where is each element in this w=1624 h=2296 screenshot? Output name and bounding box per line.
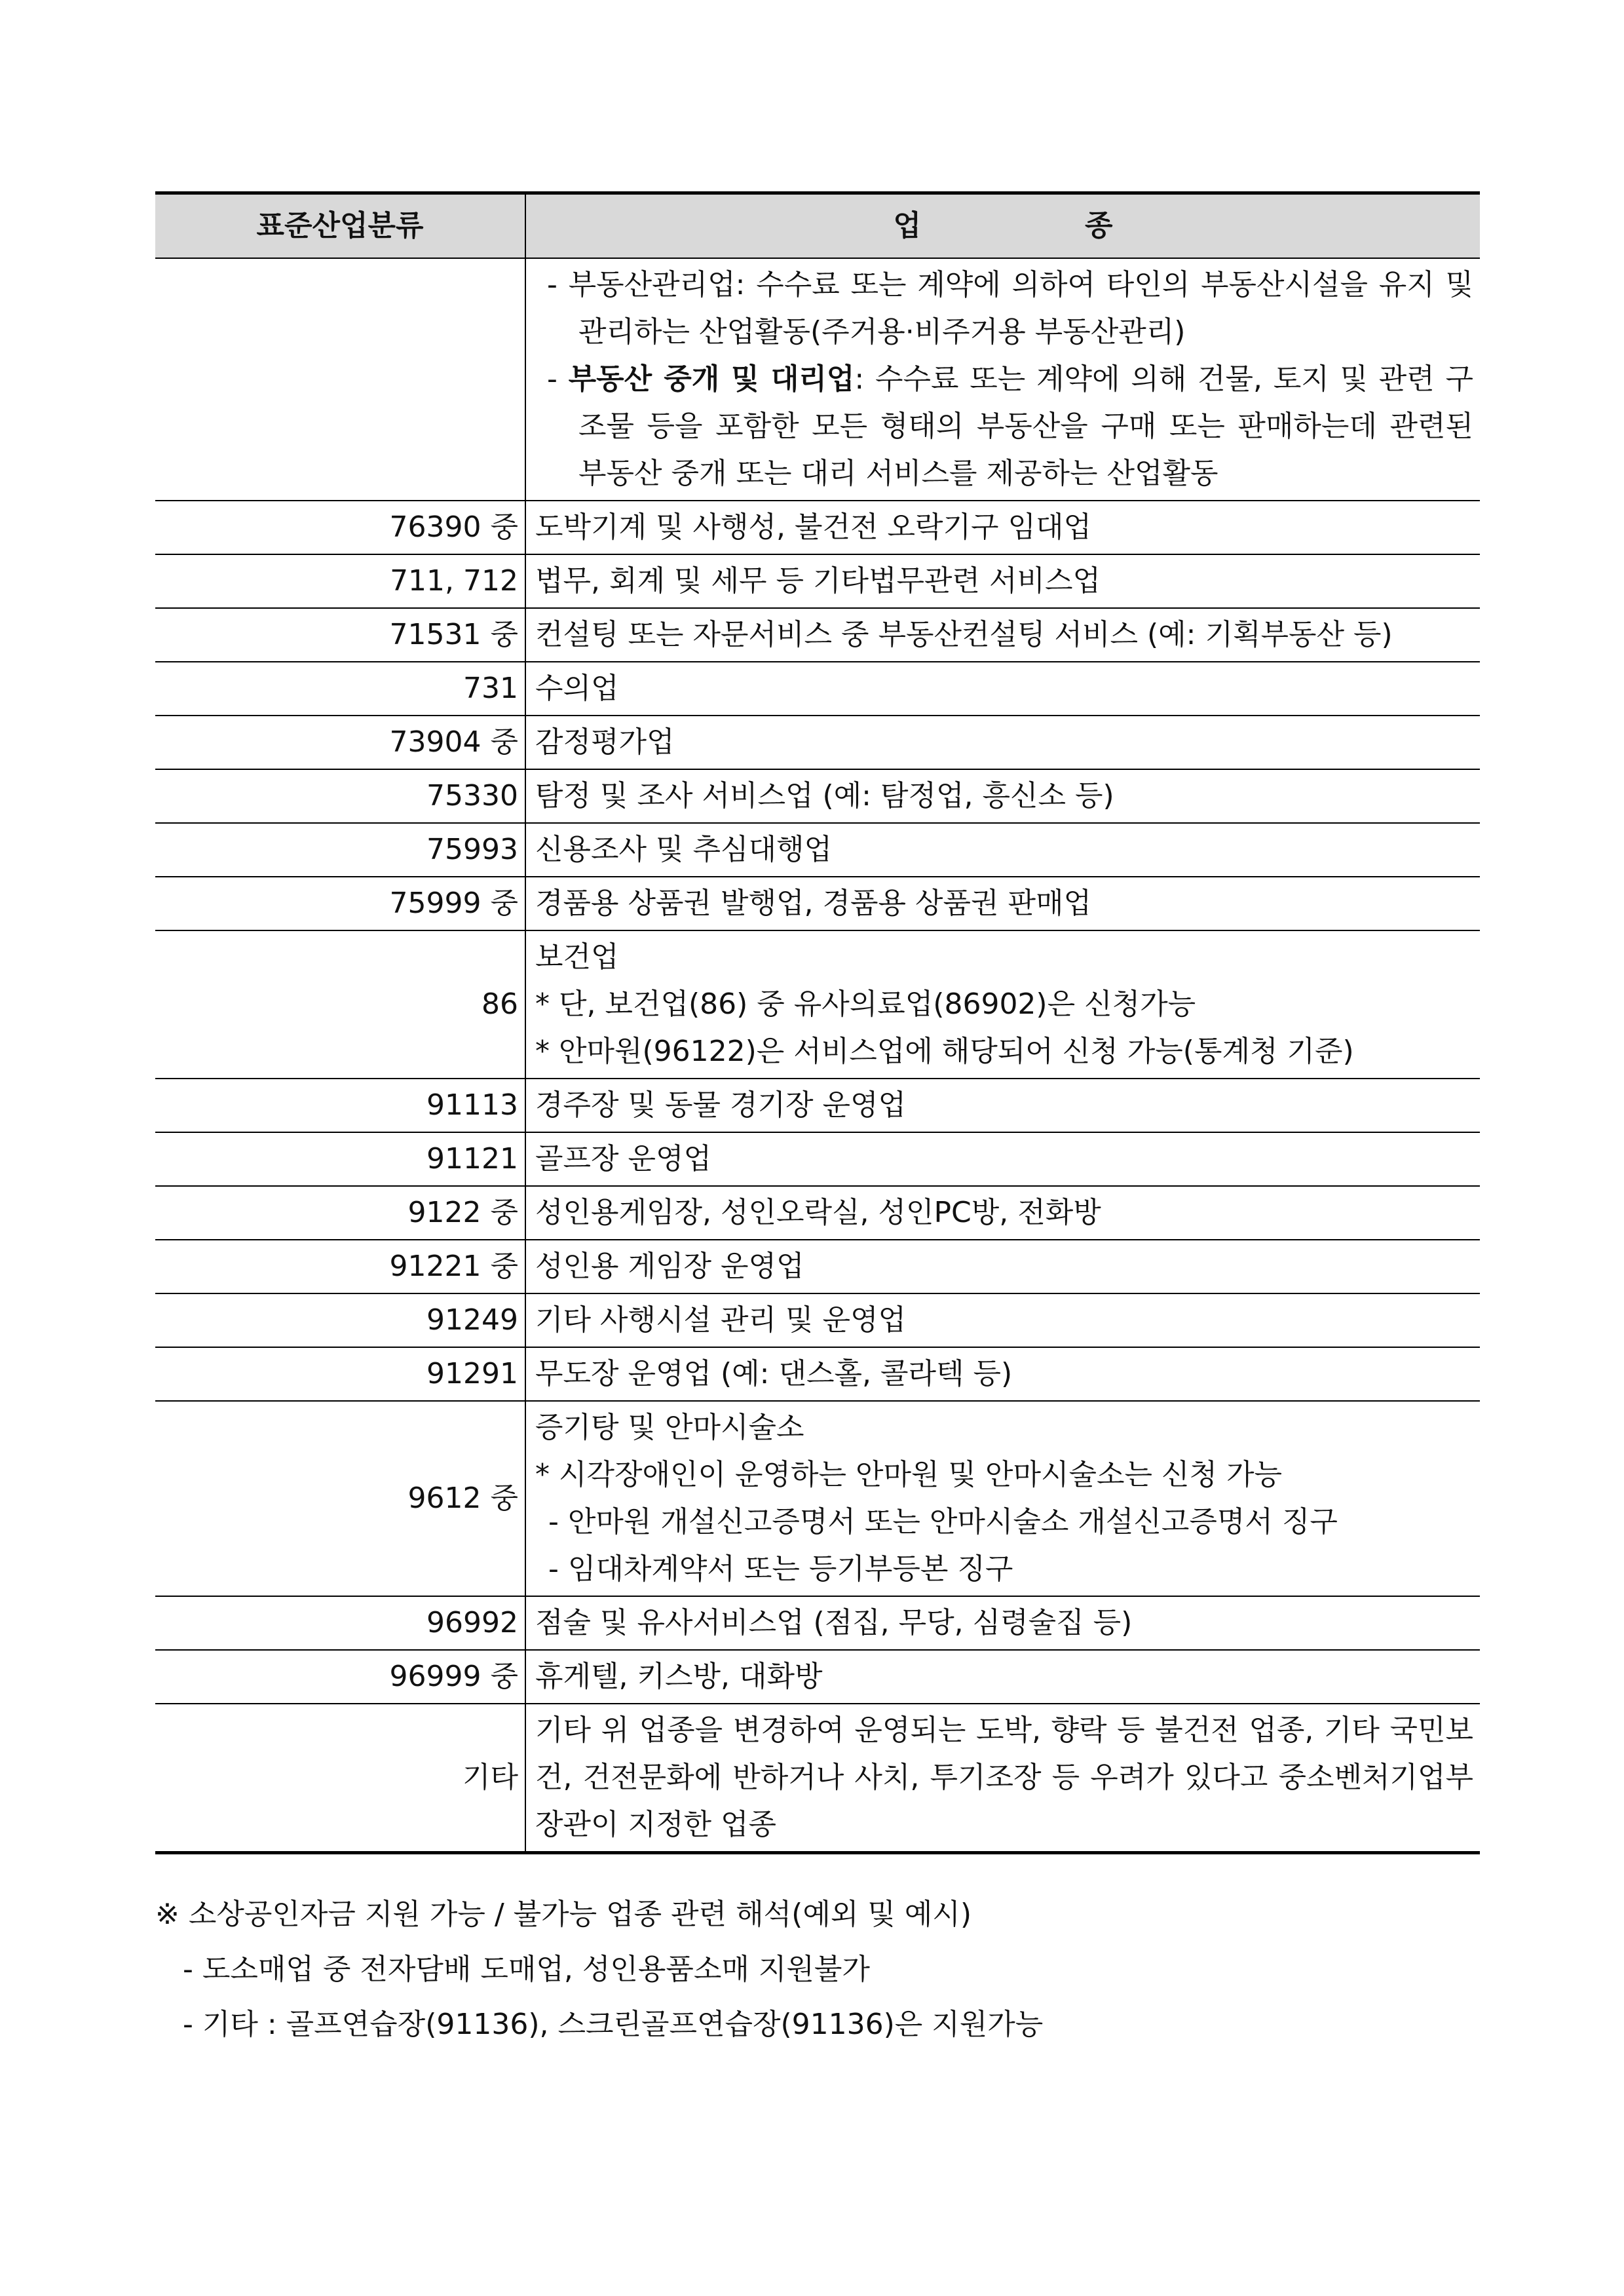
header-business-type: [525, 193, 1480, 259]
table-row: [155, 877, 1480, 930]
row-description: 무도장 운영업 (예: 댄스홀, 콜라텍 등): [525, 1347, 1480, 1401]
table-row: [155, 1596, 1480, 1650]
notes-item: - 기타 : 골프연습장(91136), 스크린골프연습장(91136)은 지원가능: [183, 2008, 1044, 2041]
row-description: 탐정 및 조사 서비스업 (예: 탐정업, 흥신소 등): [525, 769, 1480, 823]
row-code: 91113: [155, 1079, 525, 1132]
table-row: [155, 258, 1480, 501]
table-row: [155, 1186, 1480, 1240]
row-code: 75993: [155, 823, 525, 877]
table-row: [155, 608, 1480, 662]
header-business-type-part1: 업: [893, 209, 921, 242]
row-description: 신용조사 및 추심대행업: [525, 823, 1480, 877]
row-code: 86: [155, 930, 525, 1079]
row-description: 점술 및 유사서비스업 (점집, 무당, 심령술집 등): [525, 1596, 1480, 1650]
row-line: * 시각장애인이 운영하는 안마원 및 안마시술소는 신청 가능: [535, 1458, 1282, 1491]
row-code: 91291: [155, 1347, 525, 1401]
row-code: 731: [155, 662, 525, 716]
row-description: 성인용 게임장 운영업: [525, 1240, 1480, 1293]
table-row: [155, 1650, 1480, 1704]
row-line: 보건업: [535, 940, 619, 974]
row-code: 711, 712: [155, 554, 525, 608]
row-code: 76390 중: [155, 501, 525, 554]
bullet-bold-term: 부동산 중개 및 대리업: [568, 362, 855, 396]
header-business-type-part2: 종: [1085, 209, 1113, 242]
row-subline: - 안마원 개설신고증명서 또는 안마시술소 개설신고증명서 징구: [548, 1505, 1338, 1539]
row-description: 법무, 회계 및 세무 등 기타법무관련 서비스업: [525, 554, 1480, 608]
row-description: 도박기계 및 사행성, 불건전 오락기구 임대업: [525, 501, 1480, 554]
row-line: 증기탕 및 안마시술소: [535, 1411, 804, 1444]
row-description: 수의업: [525, 662, 1480, 716]
row-description: 경품용 상품권 발행업, 경품용 상품권 판매업: [525, 877, 1480, 930]
row-code: 96999 중: [155, 1650, 525, 1704]
header-industry-code: 표준산업분류: [155, 193, 525, 259]
row-code: 71531 중: [155, 608, 525, 662]
row-description: 경주장 및 동물 경기장 운영업: [525, 1079, 1480, 1132]
table-row: [155, 1079, 1480, 1132]
bullet-prefix: -: [547, 362, 569, 396]
table-row: [155, 1347, 1480, 1401]
row-description: 감정평가업: [525, 716, 1480, 769]
industry-table: [155, 191, 1480, 1854]
bullet-real-estate-brokerage: [535, 356, 1473, 497]
row-code: 73904 중: [155, 716, 525, 769]
row-code: 75330: [155, 769, 525, 823]
row-code: 9122 중: [155, 1186, 525, 1240]
table-row: [155, 716, 1480, 769]
table-row: [155, 1240, 1480, 1293]
notes-title: ※ 소상공인자금 지원 가능 / 불가능 업종 관련 해석(예외 및 예시): [155, 1898, 972, 1931]
table-row: [155, 1401, 1480, 1596]
row-code: 91221 중: [155, 1240, 525, 1293]
row-description: [525, 258, 1480, 501]
row-line: * 안마원(96122)은 서비스업에 해당되어 신청 가능(통계청 기준): [535, 1035, 1354, 1068]
table-row: [155, 662, 1480, 716]
row-code: 기타: [155, 1704, 525, 1853]
bullet-text: : 수수료 또는 계약에 의해 건물, 토지 및 관련 구조물 등을 포함한 모든 형태의 부동산을 구매 또는 판매하는데 관련된 부동산 중개 또는 대리 서비스를 제공하는 산업활동: [578, 362, 1473, 490]
table-row: [155, 1293, 1480, 1347]
notes-item: - 도소매업 중 전자담배 도매업, 성인용품소매 지원불가: [183, 1953, 870, 1986]
row-code: 91121: [155, 1132, 525, 1186]
row-code: 75999 중: [155, 877, 525, 930]
row-description: 골프장 운영업: [525, 1132, 1480, 1186]
table-row: [155, 501, 1480, 554]
row-line: * 단, 보건업(86) 중 유사의료업(86902)은 신청가능: [535, 987, 1196, 1021]
table-row: [155, 1132, 1480, 1186]
table-row: [155, 1704, 1480, 1853]
table-row: [155, 930, 1480, 1079]
row-description: 휴게텔, 키스방, 대화방: [525, 1650, 1480, 1704]
row-description: [525, 1401, 1480, 1596]
row-code: 96992: [155, 1596, 525, 1650]
row-description: 기타 위 업종을 변경하여 운영되는 도박, 향락 등 불건전 업종, 기타 국민보건, 건전문화에 반하거나 사치, 투기조장 등 우려가 있다고 중소벤처기업부 장관이 지정한 업종: [525, 1704, 1480, 1853]
table-row: [155, 769, 1480, 823]
row-description: [525, 930, 1480, 1079]
row-code: [155, 258, 525, 501]
row-description: 기타 사행시설 관리 및 운영업: [525, 1293, 1480, 1347]
bullet-real-estate-management: - 부동산관리업: 수수료 또는 계약에 의하여 타인의 부동산시설을 유지 및 관리하는 산업활동(주거용·비주거용 부동산관리): [547, 268, 1473, 349]
row-code: 9612 중: [155, 1401, 525, 1596]
notes-section: [155, 1887, 1480, 2052]
table-row: [155, 554, 1480, 608]
table-row: [155, 823, 1480, 877]
row-description: 컨설팅 또는 자문서비스 중 부동산컨설팅 서비스 (예: 기획부동산 등): [525, 608, 1480, 662]
row-subline: - 임대차계약서 또는 등기부등본 징구: [548, 1552, 1013, 1586]
table-header-row: [155, 193, 1480, 259]
row-description: 성인용게임장, 성인오락실, 성인PC방, 전화방: [525, 1186, 1480, 1240]
row-code: 91249: [155, 1293, 525, 1347]
